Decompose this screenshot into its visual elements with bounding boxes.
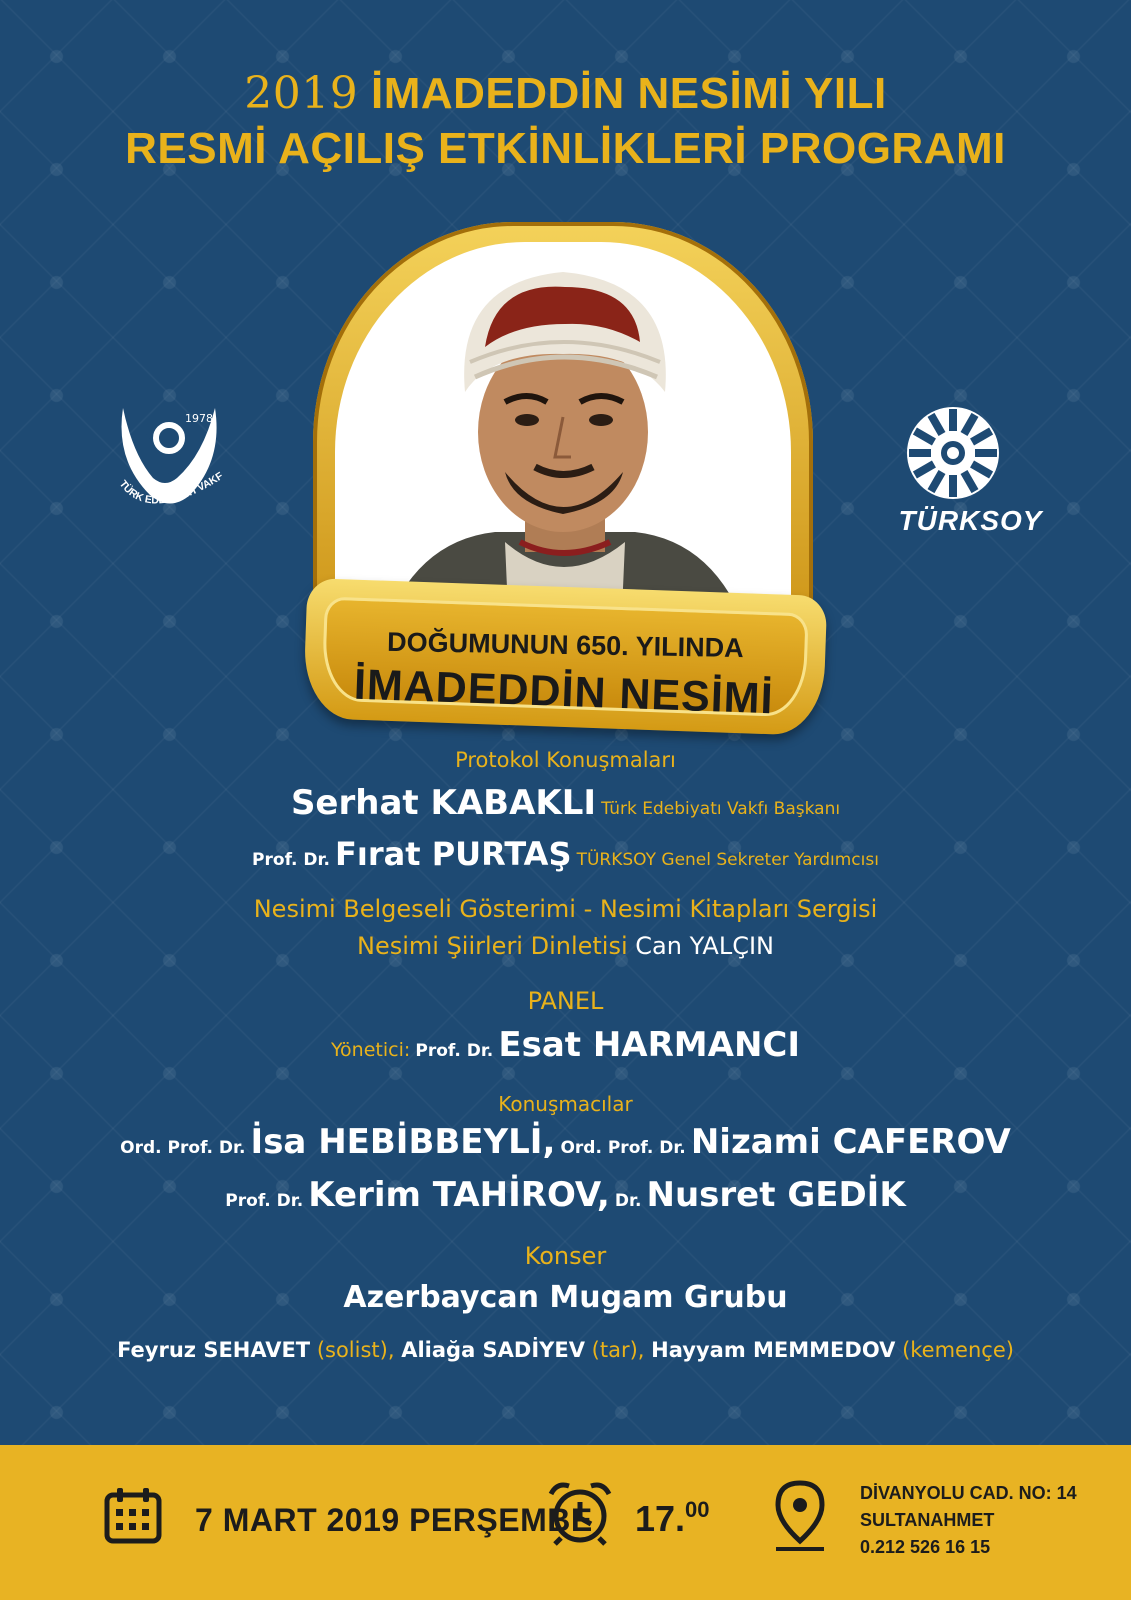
protocol-heading: Protokol Konuşmaları — [455, 748, 676, 772]
panel-heading: PANEL — [527, 987, 604, 1015]
moderator-label: Yönetici: — [330, 1039, 411, 1061]
musician-2-separator: , — [637, 1338, 645, 1362]
musicians-row — [0, 1338, 1131, 1362]
moderator-name: Esat HARMANCI — [498, 1025, 801, 1065]
panelists-row-2 — [0, 1175, 1131, 1215]
speaker-1-role: Türk Edebiyatı Vakfı Başkanı — [601, 799, 841, 819]
musician-2-role: (tar) — [591, 1338, 638, 1362]
speaker-1-name: Serhat KABAKLI — [290, 783, 597, 823]
map-pin-icon — [772, 1479, 828, 1555]
speaker-2-row — [0, 835, 1131, 873]
address-line-1: DİVANYOLU CAD. NO: 14 — [860, 1483, 1077, 1503]
panelist-2-title: Ord. Prof. Dr. — [560, 1138, 686, 1158]
speakers-heading: Konuşmacılar — [498, 1092, 633, 1116]
panelist-4-title: Dr. — [614, 1191, 642, 1211]
event-time-hour: 17. — [635, 1498, 686, 1539]
phone-number: 0.212 526 16 15 — [860, 1537, 991, 1557]
speaker-1-row — [0, 783, 1131, 823]
title-line-1 — [0, 68, 1131, 119]
event-address — [860, 1480, 1077, 1561]
panelist-4-name: Nusret GEDİK — [646, 1175, 906, 1215]
moderator-title: Prof. Dr. — [415, 1041, 494, 1061]
musician-2-name: Aliağa SADİYEV — [401, 1338, 585, 1362]
svg-text:TÜRK EDEBİYATI VAKFI: TÜRK EDEBİYATI VAKF — [116, 469, 226, 507]
banner-ribbon — [303, 578, 828, 736]
title-line-2: RESMİ AÇILIŞ ETKİNLİKLERİ PROGRAMI — [125, 124, 1006, 173]
moderator-row — [0, 1025, 1131, 1065]
poetry-line — [0, 932, 1131, 960]
panelist-2-name: Nizami CAFEROV — [690, 1122, 1011, 1162]
panelist-3-separator: , — [596, 1175, 610, 1215]
panelist-3-name: Kerim TAHİROV — [308, 1175, 597, 1215]
panelists-row-1 — [0, 1122, 1131, 1162]
musician-1-role: (solist) — [316, 1338, 388, 1362]
concert-group: Azerbaycan Mugam Grubu — [343, 1280, 788, 1315]
svg-text:1978: 1978 — [185, 412, 213, 425]
banner-line-2: İMADEDDİN NESİMİ — [353, 660, 775, 724]
panelist-1-separator: , — [542, 1122, 556, 1162]
turksoy-logo-text: TÜRKSOY — [898, 505, 1043, 536]
musician-3-name: Hayyam MEMMEDOV — [651, 1338, 896, 1362]
poetry-performer: Can YALÇIN — [635, 932, 774, 960]
banner-line-1: DOĞUMUNUN 650. YILINDA — [386, 626, 744, 664]
nesimi-portrait-medallion — [305, 222, 825, 732]
event-date: 7 MART 2019 PERŞEMBE — [195, 1502, 593, 1538]
speaker-2-title: Prof. Dr. — [252, 850, 330, 870]
title-line-1-text: İMADEDDİN NESİMİ YILI — [370, 69, 887, 118]
panelist-1-name: İsa HEBİBBEYLİ — [250, 1122, 543, 1162]
documentary-line: Nesimi Belgeseli Gösterimi - Nesimi Kitapları Sergisi — [253, 895, 878, 923]
speaker-2-name: Fırat PURTAŞ — [335, 835, 572, 873]
speaker-2-role: TÜRKSOY Genel Sekreter Yardımcısı — [576, 850, 879, 870]
turk-edebiyati-vakfi-logo — [105, 400, 235, 530]
footer-bar — [0, 1445, 1131, 1600]
title-year: 2019 — [244, 68, 359, 119]
musician-3-role: (kemençe) — [902, 1338, 1014, 1362]
calendar-icon — [103, 1485, 163, 1545]
alarm-clock-icon — [545, 1478, 615, 1548]
musician-1-separator: , — [387, 1338, 395, 1362]
poetry-label: Nesimi Şiirleri Dinletisi — [357, 932, 628, 960]
event-time — [635, 1497, 710, 1540]
address-line-2: SULTANAHMET — [860, 1510, 995, 1530]
banner-inner — [321, 597, 808, 724]
concert-heading: Konser — [524, 1242, 607, 1270]
panelist-3-title: Prof. Dr. — [225, 1191, 304, 1211]
panelist-1-title: Ord. Prof. Dr. — [120, 1138, 246, 1158]
musician-1-name: Feyruz SEHAVET — [117, 1338, 311, 1362]
turksoy-emblem-icon — [878, 405, 1063, 505]
turksoy-logo — [878, 405, 1063, 555]
event-time-minutes: 00 — [685, 1497, 710, 1522]
